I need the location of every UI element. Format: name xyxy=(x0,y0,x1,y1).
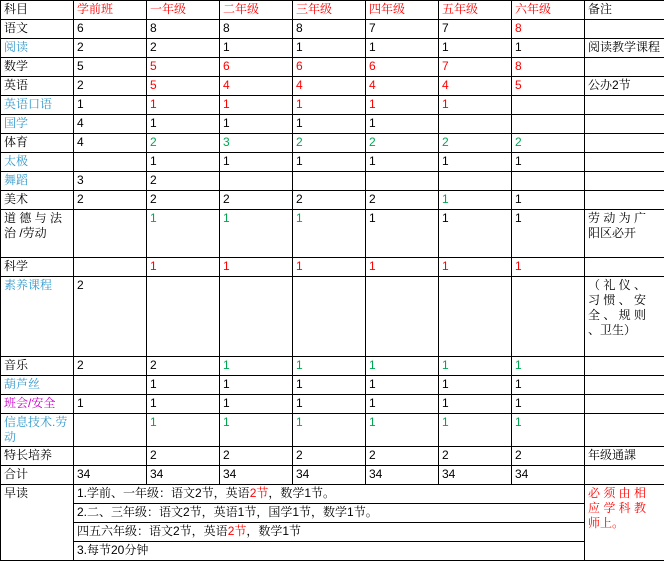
grade-hours-cell xyxy=(74,258,147,277)
grade-hours-cell xyxy=(74,210,147,258)
early-reading-text: 1.学前、一年级：语文2节，英语2节，数学1节。 xyxy=(74,485,585,504)
grade-hours-cell: 1 xyxy=(366,39,439,58)
grade-hours-cell: 4 xyxy=(74,115,147,134)
grade-hours-cell xyxy=(293,172,366,191)
column-header: 三年级 xyxy=(293,1,366,20)
table-row xyxy=(1,115,664,134)
grade-hours-cell: 8 xyxy=(512,20,585,39)
grade-hours-cell: 6 xyxy=(220,58,293,77)
grade-hours-cell xyxy=(74,447,147,466)
remark-cell: 年级通課 xyxy=(585,447,664,466)
grade-hours-cell: 1 xyxy=(512,210,585,258)
early-reading-label: 早读 xyxy=(1,485,74,561)
grade-hours-cell: 1 xyxy=(512,39,585,58)
subject-cell: 信息技术.劳动 xyxy=(1,414,74,447)
table-row xyxy=(1,153,664,172)
subject-cell: 舞蹈 xyxy=(1,172,74,191)
grade-hours-cell xyxy=(74,414,147,447)
remark-cell xyxy=(585,153,664,172)
grade-hours-cell: 1 xyxy=(439,210,512,258)
grade-hours-cell: 2 xyxy=(512,447,585,466)
grade-hours-cell: 2 xyxy=(439,134,512,153)
grade-hours-cell: 3 xyxy=(74,172,147,191)
grade-hours-cell: 1 xyxy=(74,96,147,115)
grade-hours-cell: 2 xyxy=(220,191,293,210)
grade-hours-cell xyxy=(293,277,366,357)
early-reading-row xyxy=(1,485,664,504)
grade-hours-cell: 34 xyxy=(74,466,147,485)
table-row xyxy=(1,39,664,58)
subject-cell: 班会/安全 xyxy=(1,395,74,414)
grade-hours-cell: 2 xyxy=(293,191,366,210)
grade-hours-cell: 8 xyxy=(220,20,293,39)
grade-hours-cell: 1 xyxy=(293,115,366,134)
column-header: 五年级 xyxy=(439,1,512,20)
table-row xyxy=(1,20,664,39)
subject-cell: 英语口语 xyxy=(1,96,74,115)
grade-hours-cell: 1 xyxy=(293,414,366,447)
grade-hours-cell: 6 xyxy=(293,58,366,77)
column-header: 一年级 xyxy=(147,1,220,20)
grade-hours-cell: 1 xyxy=(439,153,512,172)
grade-hours-cell: 1 xyxy=(366,357,439,376)
grade-hours-cell: 6 xyxy=(74,20,147,39)
table-row xyxy=(1,77,664,96)
table-row xyxy=(1,134,664,153)
grade-hours-cell: 34 xyxy=(512,466,585,485)
grade-hours-cell: 1 xyxy=(74,395,147,414)
grade-hours-cell: 1 xyxy=(220,414,293,447)
table-row xyxy=(1,466,664,485)
early-reading-remark: 必 须 由 相 应 学 科 教 师上。 xyxy=(585,485,664,561)
grade-hours-cell: 2 xyxy=(74,77,147,96)
subject-cell: 太极 xyxy=(1,153,74,172)
subject-cell: 科学 xyxy=(1,258,74,277)
grade-hours-cell xyxy=(220,277,293,357)
grade-hours-cell: 4 xyxy=(74,134,147,153)
table-row xyxy=(1,395,664,414)
grade-hours-cell: 1 xyxy=(366,376,439,395)
table-row xyxy=(1,376,664,395)
grade-hours-cell: 1 xyxy=(512,153,585,172)
grade-hours-cell xyxy=(512,115,585,134)
remark-cell xyxy=(585,20,664,39)
grade-hours-cell: 1 xyxy=(147,115,220,134)
remark-cell xyxy=(585,258,664,277)
remark-cell xyxy=(585,134,664,153)
grade-hours-cell: 34 xyxy=(293,466,366,485)
remark-cell xyxy=(585,172,664,191)
grade-hours-cell: 34 xyxy=(439,466,512,485)
grade-hours-cell: 1 xyxy=(293,96,366,115)
grade-hours-cell: 4 xyxy=(220,77,293,96)
remark-cell: 阅读教学课程 xyxy=(585,39,664,58)
grade-hours-cell: 1 xyxy=(512,191,585,210)
grade-hours-cell: 8 xyxy=(147,20,220,39)
subject-cell: 音乐 xyxy=(1,357,74,376)
grade-hours-cell: 7 xyxy=(439,20,512,39)
grade-hours-cell: 2 xyxy=(293,134,366,153)
grade-hours-cell: 1 xyxy=(147,376,220,395)
table-header-row xyxy=(1,1,664,20)
grade-hours-cell xyxy=(366,277,439,357)
remark-cell xyxy=(585,376,664,395)
grade-hours-cell: 1 xyxy=(366,115,439,134)
grade-hours-cell: 1 xyxy=(220,376,293,395)
remark-cell xyxy=(585,466,664,485)
remark-cell xyxy=(585,96,664,115)
subject-cell: 合计 xyxy=(1,466,74,485)
subject-cell: 特长培养 xyxy=(1,447,74,466)
grade-hours-cell: 1 xyxy=(512,357,585,376)
grade-hours-cell: 34 xyxy=(366,466,439,485)
early-reading-row xyxy=(1,504,664,523)
grade-hours-cell: 4 xyxy=(293,77,366,96)
grade-hours-cell: 1 xyxy=(220,39,293,58)
grade-hours-cell: 5 xyxy=(147,58,220,77)
grade-hours-cell: 1 xyxy=(366,96,439,115)
remark-cell xyxy=(585,414,664,447)
early-reading-text: 四五六年级：语文2节，英语2节，数学1节 xyxy=(74,523,585,542)
grade-hours-cell: 1 xyxy=(366,414,439,447)
grade-hours-cell: 1 xyxy=(220,115,293,134)
remark-cell xyxy=(585,58,664,77)
grade-hours-cell: 1 xyxy=(220,210,293,258)
grade-hours-cell: 1 xyxy=(439,258,512,277)
grade-hours-cell: 7 xyxy=(366,20,439,39)
grade-hours-cell: 4 xyxy=(366,77,439,96)
grade-hours-cell: 4 xyxy=(439,77,512,96)
grade-hours-cell: 2 xyxy=(147,447,220,466)
grade-hours-cell: 34 xyxy=(220,466,293,485)
grade-hours-cell: 5 xyxy=(512,77,585,96)
grade-hours-cell: 8 xyxy=(293,20,366,39)
remark-cell: 公办2节 xyxy=(585,77,664,96)
table-row xyxy=(1,172,664,191)
early-reading-text: 3.每节20分钟 xyxy=(74,542,585,561)
remark-cell xyxy=(585,191,664,210)
grade-hours-cell: 1 xyxy=(512,414,585,447)
grade-hours-cell: 1 xyxy=(439,96,512,115)
early-reading-row xyxy=(1,542,664,561)
grade-hours-cell: 2 xyxy=(74,191,147,210)
grade-hours-cell: 1 xyxy=(293,153,366,172)
column-header: 备注 xyxy=(585,1,664,20)
grade-hours-cell: 1 xyxy=(366,395,439,414)
grade-hours-cell: 1 xyxy=(147,395,220,414)
column-header: 二年级 xyxy=(220,1,293,20)
grade-hours-cell xyxy=(512,277,585,357)
grade-hours-cell xyxy=(512,172,585,191)
grade-hours-cell: 1 xyxy=(293,357,366,376)
grade-hours-cell: 2 xyxy=(147,39,220,58)
table-row xyxy=(1,414,664,447)
grade-hours-cell: 2 xyxy=(366,447,439,466)
remark-cell xyxy=(585,395,664,414)
grade-hours-cell: 1 xyxy=(293,258,366,277)
subject-cell: 素养课程 xyxy=(1,277,74,357)
table-row xyxy=(1,357,664,376)
early-reading-text: 2.二、三年级：语文2节，英语1节，国学1节，数学1节。 xyxy=(74,504,585,523)
subject-cell: 美术 xyxy=(1,191,74,210)
grade-hours-cell: 1 xyxy=(439,414,512,447)
grade-hours-cell: 1 xyxy=(366,153,439,172)
grade-hours-cell xyxy=(220,172,293,191)
grade-hours-cell: 7 xyxy=(439,58,512,77)
grade-hours-cell: 1 xyxy=(147,258,220,277)
subject-cell: 英语 xyxy=(1,77,74,96)
grade-hours-cell: 2 xyxy=(147,191,220,210)
grade-hours-cell: 2 xyxy=(293,447,366,466)
subject-cell: 数学 xyxy=(1,58,74,77)
grade-hours-cell: 1 xyxy=(220,357,293,376)
table-row xyxy=(1,58,664,77)
grade-hours-cell xyxy=(439,172,512,191)
grade-hours-cell: 2 xyxy=(74,39,147,58)
grade-hours-cell: 1 xyxy=(220,258,293,277)
grade-hours-cell: 1 xyxy=(439,395,512,414)
subject-cell: 体育 xyxy=(1,134,74,153)
remark-cell xyxy=(585,357,664,376)
early-reading-row xyxy=(1,523,664,542)
grade-hours-cell: 5 xyxy=(147,77,220,96)
grade-hours-cell: 1 xyxy=(293,210,366,258)
subject-cell: 葫芦丝 xyxy=(1,376,74,395)
table-row xyxy=(1,96,664,115)
remark-cell: （ 礼 仪 、 习 惯 、 安 全 、 规 则 、卫生） xyxy=(585,277,664,357)
grade-hours-cell: 1 xyxy=(439,191,512,210)
grade-hours-cell: 1 xyxy=(147,210,220,258)
grade-hours-cell: 1 xyxy=(293,376,366,395)
grade-hours-cell: 5 xyxy=(74,58,147,77)
table-row xyxy=(1,210,664,258)
grade-hours-cell xyxy=(439,115,512,134)
grade-hours-cell: 1 xyxy=(293,395,366,414)
column-header: 科目 xyxy=(1,1,74,20)
grade-hours-cell: 2 xyxy=(147,357,220,376)
grade-hours-cell: 1 xyxy=(439,376,512,395)
grade-hours-cell: 1 xyxy=(366,258,439,277)
grade-hours-cell: 2 xyxy=(74,357,147,376)
grade-hours-cell: 1 xyxy=(512,376,585,395)
grade-hours-cell: 2 xyxy=(512,134,585,153)
grade-hours-cell: 1 xyxy=(147,96,220,115)
grade-hours-cell: 2 xyxy=(147,172,220,191)
subject-cell: 道 德 与 法 治 /劳动 xyxy=(1,210,74,258)
grade-hours-cell: 1 xyxy=(512,395,585,414)
grade-hours-cell xyxy=(74,153,147,172)
grade-hours-cell: 3 xyxy=(220,134,293,153)
table-row xyxy=(1,277,664,357)
grade-hours-cell: 2 xyxy=(74,277,147,357)
grade-hours-cell: 1 xyxy=(147,414,220,447)
grade-hours-cell xyxy=(512,96,585,115)
subject-cell: 语文 xyxy=(1,20,74,39)
grade-hours-cell: 1 xyxy=(147,153,220,172)
table-row xyxy=(1,447,664,466)
subject-cell: 阅读 xyxy=(1,39,74,58)
column-header: 四年级 xyxy=(366,1,439,20)
grade-hours-cell xyxy=(74,376,147,395)
grade-hours-cell: 1 xyxy=(293,39,366,58)
grade-hours-cell: 2 xyxy=(439,447,512,466)
grade-hours-cell: 1 xyxy=(220,395,293,414)
grade-hours-cell: 8 xyxy=(512,58,585,77)
grade-hours-cell: 1 xyxy=(439,357,512,376)
grade-hours-cell: 1 xyxy=(439,39,512,58)
grade-hours-cell xyxy=(439,277,512,357)
column-header: 六年级 xyxy=(512,1,585,20)
remark-cell: 劳 动 为 广 阳区必开 xyxy=(585,210,664,258)
table-row xyxy=(1,191,664,210)
grade-hours-cell: 2 xyxy=(147,134,220,153)
grade-hours-cell: 1 xyxy=(512,258,585,277)
grade-hours-cell: 6 xyxy=(366,58,439,77)
column-header: 学前班 xyxy=(74,1,147,20)
table-row xyxy=(1,258,664,277)
grade-hours-cell: 2 xyxy=(220,447,293,466)
grade-hours-cell xyxy=(366,172,439,191)
subject-cell: 国学 xyxy=(1,115,74,134)
grade-hours-cell xyxy=(147,277,220,357)
remark-cell xyxy=(585,115,664,134)
grade-hours-cell: 1 xyxy=(366,210,439,258)
grade-hours-cell: 1 xyxy=(220,153,293,172)
grade-hours-cell: 2 xyxy=(366,191,439,210)
grade-hours-cell: 1 xyxy=(220,96,293,115)
grade-hours-cell: 34 xyxy=(147,466,220,485)
grade-hours-cell: 2 xyxy=(366,134,439,153)
